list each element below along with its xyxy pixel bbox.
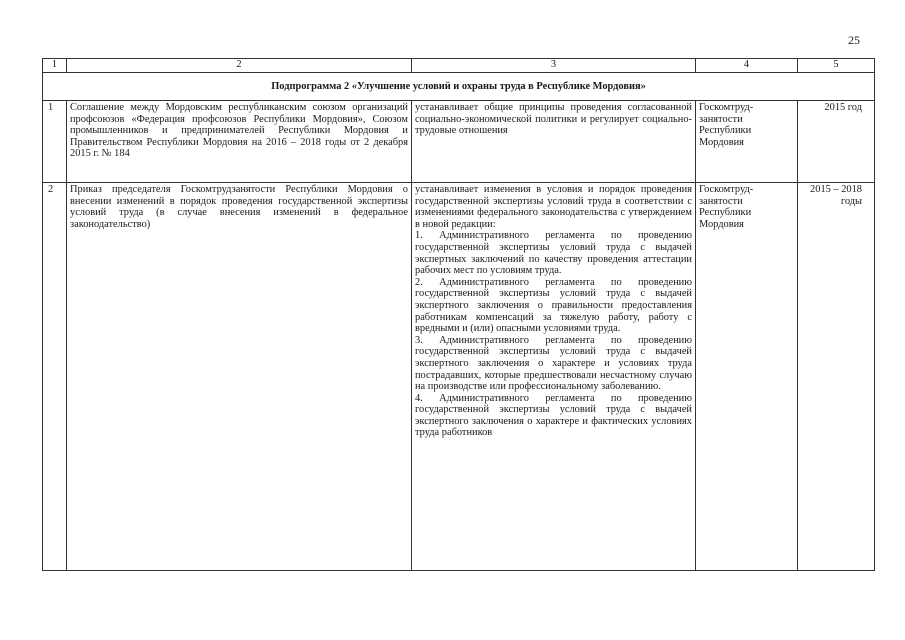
period: 2015 год — [798, 101, 875, 183]
column-number: 3 — [412, 59, 696, 73]
document-content — [412, 183, 696, 571]
row-number: 1 — [43, 101, 67, 183]
responsible-org: Госкомтруд-занятости Республики Мордовия — [696, 183, 798, 571]
content-item: 2. Административного регламента по проведению государственной экспертизы условий труда с выдачей экспертного заключения о правильности предоставления работникам компенсаций за тяжелую работу, работу с вредными и (или) опасными условиями труда. — [415, 276, 692, 335]
responsible-org: Госкомтруд-занятости Республики Мордовия — [696, 101, 798, 183]
column-number-row — [43, 59, 875, 73]
content-item: 1. Административного регламента по проведению государственной экспертизы условий труда с выдачей экспертных заключений по качеству проведения аттестации рабочих мест по условиям труда. — [415, 230, 692, 277]
column-number: 4 — [696, 59, 798, 73]
content-intro: устанавливает изменения в условия и порядок проведения государственной экспертизы условий труда в соответствии с изменениями федерального законодательства с утверждением в новой редакции: — [415, 184, 692, 230]
table-row — [43, 183, 875, 571]
subprogram-row — [43, 73, 875, 101]
column-number: 1 — [43, 59, 67, 73]
content-item: 4. Административного регламента по проведению государственной экспертизы условий труда с выдачей экспертного заключения о характере и фактических условиях труда работников — [415, 392, 692, 439]
column-number: 2 — [67, 59, 412, 73]
page-number: 25 — [848, 33, 860, 47]
document-name: Приказ председателя Госкомтрудзанятости Республики Мордовия о внесении изменений в порядок проведения государственной экспертизы условий труда (в случае внесения изменений в федеральное законодательство) — [67, 183, 412, 571]
program-table — [42, 58, 875, 571]
table-row — [43, 101, 875, 183]
document-content: устанавливает общие принципы проведения согласованной социально-экономической политики и регулирует социально-трудовые отношения — [412, 101, 696, 183]
column-number: 5 — [798, 59, 875, 73]
document-name: Соглашение между Мордовским республиканским союзом организаций профсоюзов «Федерация профсоюзов Республики Мордовия», Союзом промышленников и предпринимателей Республики Мордовия и Правительством Республики Мордовия на 2016 – 2018 годы от 2 декабря 2015 г. № 184 — [67, 101, 412, 183]
subprogram-title: Подпрограмма 2 «Улучшение условий и охраны труда в Республике Мордовия» — [43, 73, 875, 101]
content-item: 3. Административного регламента по проведению государственной экспертизы условий труда с выдачей экспертного заключения о характере и условиях труда пострадавших, которые предшествовали несчастному случаю на производстве или профессиональному заболеванию. — [415, 334, 692, 393]
period: 2015 – 2018 годы — [798, 183, 875, 571]
row-number: 2 — [43, 183, 67, 571]
